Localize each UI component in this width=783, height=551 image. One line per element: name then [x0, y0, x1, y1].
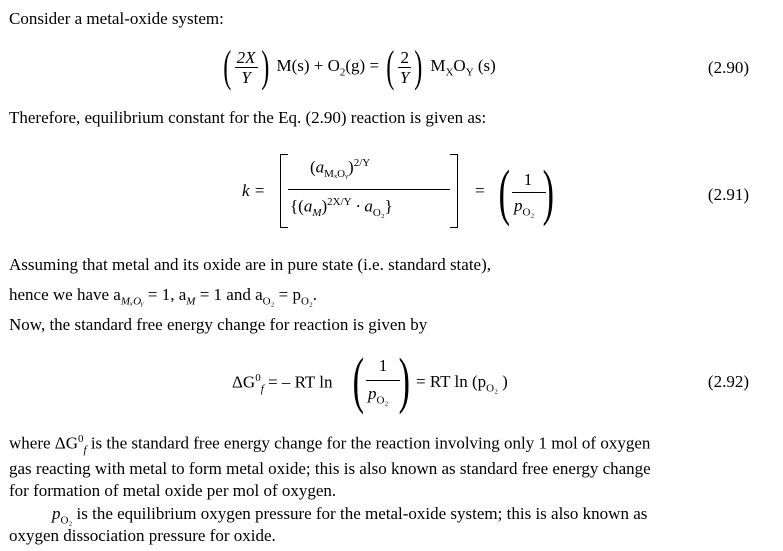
- assuming-line-2: hence we have $a_{M_xOᵧ} = 1$, $a_M = 1$ and $a_{O_2} = p_{O_2}$.: [9, 285, 318, 308]
- last-line: oxygen dissociation pressure for oxide.: [9, 526, 276, 545]
- den-a: a: [303, 196, 313, 216]
- coef1-den: Y: [241, 67, 251, 87]
- o2-state: (g) =: [345, 56, 380, 75]
- rhs-num: 1: [523, 170, 533, 189]
- num-sub: MₓOᵧ: [324, 168, 349, 181]
- product-state: (s): [477, 56, 496, 75]
- po2-line: $p_{O_2}$ is the equilibrium oxygen pressure for the metal-oxide system; this is also known as: [52, 504, 648, 527]
- where-line-2: gas reacting with metal to form metal oxide; this is also known as standard free energy change: [9, 459, 651, 478]
- coef2-den: Y: [399, 67, 410, 87]
- den-sub: M: [312, 207, 322, 220]
- product-m: M: [430, 56, 446, 75]
- coef1-fraction: [235, 48, 258, 87]
- reactant-term: M(s) + O: [276, 56, 340, 75]
- now-text: Now, the standard free energy change for reaction is given by: [9, 315, 428, 334]
- den-o2: O₂: [372, 207, 385, 220]
- eq91-bracket: $(a_{M_xOᵧ})^{2/Y}$ $\{(a_M)^{2X/Y} \cdot a_{O_2}\}$: [280, 154, 458, 228]
- assuming-line-1: Assuming that metal and its oxide are in pure state (i.e. standard state),: [9, 255, 492, 274]
- coef1-num: 2X: [236, 47, 256, 67]
- num-exp: 2/Y: [353, 157, 371, 169]
- delta-g: ΔG: [232, 372, 256, 392]
- equation-2-90: ( $\frac{2X}{Y}$ ) $M(s) + O_2(g)$ = ( $\frac{2}{Y}$ ) $M_XO_Y$ (s): [223, 42, 496, 92]
- intro-text: Consider a metal-oxide system:: [9, 9, 224, 28]
- therefore-text: Therefore, equilibrium constant for the Eq. (2.90) reaction is given as:: [9, 108, 487, 127]
- o2-sub: 2: [339, 66, 346, 79]
- where-line-1: where $\Delta G^0_f$ is the standard free energy change for the reaction involving only 1 mol of oxygen: [9, 433, 651, 457]
- eq91-equals: =: [475, 181, 485, 200]
- product-y: Y: [465, 66, 474, 79]
- rhs-sub: O₂: [522, 206, 535, 219]
- den-dot: · a: [355, 196, 373, 216]
- den-exp: 2X/Y: [327, 196, 352, 208]
- num-a: a: [315, 157, 325, 177]
- equation-number-2-90: (2.90): [707, 58, 749, 77]
- product-o: O: [453, 56, 466, 75]
- rhs-den: p: [514, 196, 523, 215]
- eq92-rhs: = RT ln (p: [416, 372, 487, 391]
- k-symbol: k =: [242, 181, 266, 200]
- where-line-3: for formation of metal oxide per mol of oxygen.: [9, 481, 337, 500]
- product-x: X: [445, 66, 454, 79]
- coef2-fraction: [398, 48, 411, 87]
- coef2-num: 2: [398, 48, 411, 68]
- eq92-frac-num: 1: [378, 356, 388, 375]
- equation-number-2-92: (2.92): [707, 372, 749, 391]
- equation-number-2-91: (2.91): [707, 185, 749, 204]
